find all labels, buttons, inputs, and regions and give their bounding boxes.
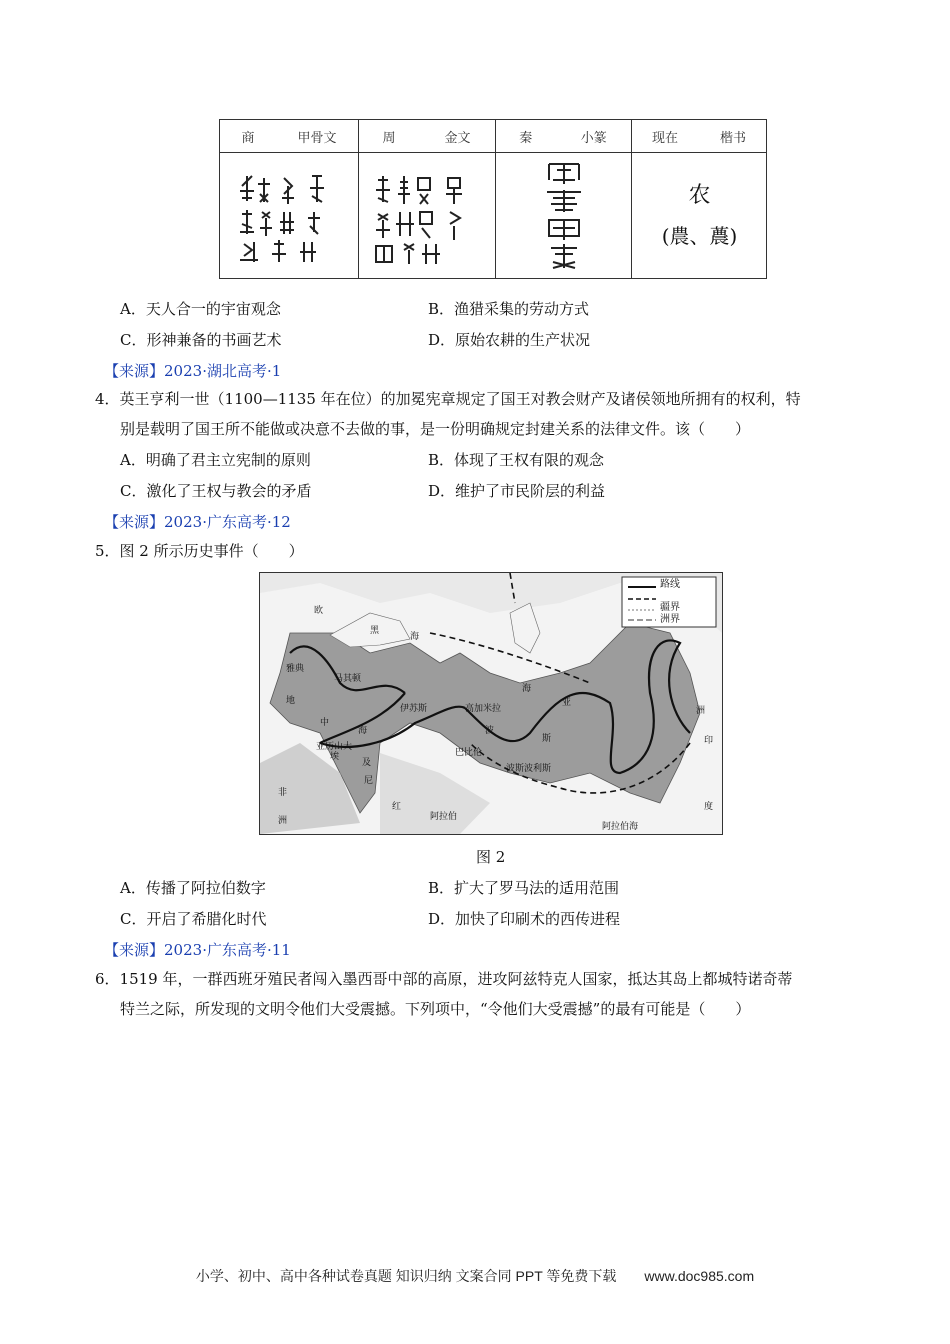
figure-caption: 图 2 [476,848,506,866]
character-table [219,119,767,279]
label-africa-2: 洲 [278,816,288,826]
header-dynasty: 现在 [651,130,678,146]
header-qin [495,120,631,152]
label-persia-1: 波 [485,726,495,736]
label-europe: 欧 [314,606,324,616]
label-black-sea-2: 海 [410,632,420,642]
header-script: 甲骨文 [297,130,337,146]
page-footer[interactable]: 小学、初中、高中各种试卷真题 知识归纳 文案合同 PPT 等免费下载 www.doc985.com [195,1268,755,1284]
label-nile: 尼 [364,776,374,786]
label-alexandria: 亚历山大 [316,742,353,752]
legend-border: 疆界 [660,602,680,613]
label-continent: 洲 [696,706,706,716]
label-persepolis: 波斯波利斯 [506,764,552,774]
header-script: 楷书 [719,130,746,146]
header-dynasty: 周 [382,130,396,146]
header-zhou [358,120,495,152]
label-mediterranean-2: 中 [320,718,330,728]
source-bracket: 【来源】 [104,941,165,959]
label-india-2: 度 [704,802,714,812]
legend-continent: 洲界 [660,613,680,625]
header-now [631,120,767,152]
source-bracket: 【来源】 [104,362,165,380]
q5-source [104,939,291,960]
label-black-sea-1: 黑 [370,626,380,636]
header-shang [220,120,358,152]
q3-option-a[interactable]: A．天人合一的宇宙观念 [120,300,281,318]
label-issus: 伊苏斯 [400,704,428,714]
q4-stem-line2: 别是载明了国王所不能做或决意不去做的事，是一份明确规定封建关系的法律文件。该（ ） [120,420,751,438]
q4-option-a[interactable]: A．明确了君主立宪制的原则 [120,451,311,469]
bronze-inscription-glyphs [359,153,495,278]
q4-option-d[interactable]: D．维护了市民阶层的利益 [428,482,606,500]
label-arabian-sea: 阿拉伯海 [602,822,639,832]
oracle-glyph-image [234,166,344,266]
label-egypt-2: 及 [362,758,372,768]
label-asia: 亚 [562,698,572,708]
map-labels [260,573,722,834]
small-seal-glyphs [496,153,631,278]
source-text: 2023·广东高考·12 [164,513,291,531]
q5-stem: 5．图 2 所示历史事件（ ） [95,542,304,560]
label-gaugamela: 高加米拉 [465,704,502,714]
q3-option-d[interactable]: D．原始农耕的生产状况 [428,331,591,349]
label-babylon: 巴比伦 [455,748,483,758]
q6-stem-line1: 6．1519 年，一群西班牙殖民者闯入墨西哥中部的高原，进攻阿兹特克人国家，抵达其岛上都城特诺奇蒂 [95,970,793,988]
label-persia-2: 斯 [542,734,552,744]
label-red-sea: 红 [392,802,402,812]
label-india-1: 印 [704,736,714,746]
label-mediterranean-3: 海 [358,726,368,736]
source-text: 2023·湖北高考·1 [164,362,282,380]
label-caspian: 海 [522,684,532,694]
kaishu-variant-chars: (農、蕽) [661,223,738,248]
q3-source [104,360,281,381]
q3-option-b[interactable]: B．渔猎采集的劳动方式 [428,300,590,318]
header-dynasty: 秦 [519,130,533,146]
regular-script-cell [632,153,767,278]
q5-option-d[interactable]: D．加快了印刷术的西传进程 [428,910,621,928]
q4-option-c[interactable]: C．激化了王权与教会的矛盾 [120,482,312,500]
oracle-bone-glyphs [220,153,358,278]
legend-route: 路线 [660,579,680,590]
q5-option-b[interactable]: B．扩大了罗马法的适用范围 [428,879,620,897]
q4-option-b[interactable]: B．体现了王权有限的观念 [428,451,605,469]
q5-option-c[interactable]: C．开启了希腊化时代 [120,910,267,928]
kaishu-main-char: 农 [688,182,711,208]
label-athens: 雅典 [286,664,305,674]
label-egypt-1: 埃 [330,752,340,762]
q6-stem [95,964,870,1024]
alexander-campaign-map [259,572,723,835]
header-dynasty: 商 [241,130,255,146]
label-arabia: 阿拉伯 [430,812,458,822]
label-macedonia: 马其顿 [334,674,362,684]
header-script: 小篆 [580,130,607,146]
header-script: 金文 [444,130,471,146]
q5-option-a[interactable]: A．传播了阿拉伯数字 [120,879,266,897]
seal-glyph-image [539,158,589,273]
q4-stem [95,384,870,444]
q6-stem-line2: 特兰之际，所发现的文明令他们大受震撼。下列项中，“令他们大受震撼”的最有可能是（ ） [120,1000,751,1018]
source-bracket: 【来源】 [104,513,165,531]
label-mediterranean-1: 地 [286,696,296,706]
q4-stem-line1: 4．英王亨利一世（1100—1135 年在位）的加冕宪章规定了国王对教会财产及诸侯领地所拥有的权利，特 [95,390,801,408]
source-text: 2023·广东高考·11 [164,941,291,959]
q3-option-c[interactable]: C．形神兼备的书画艺术 [120,331,282,349]
label-africa-1: 非 [278,788,288,798]
q4-source [104,511,291,532]
bronze-glyph-image [370,166,485,266]
